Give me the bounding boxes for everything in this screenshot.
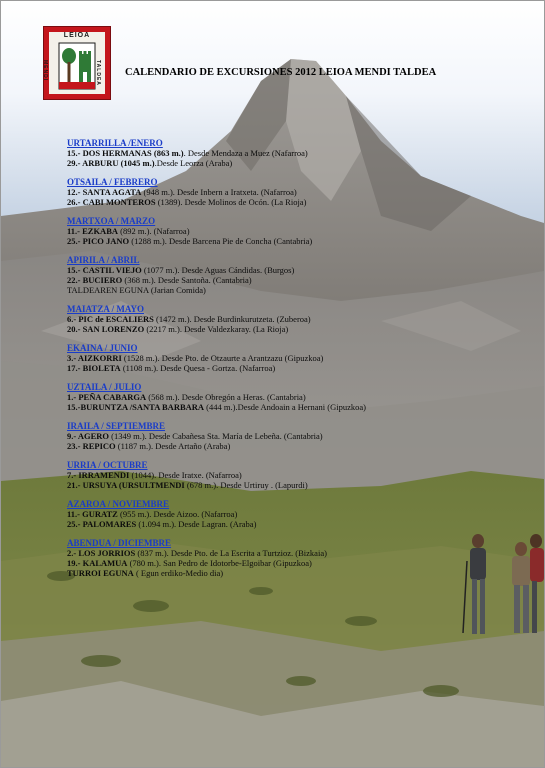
- month-section: [67, 216, 537, 246]
- excursion-peak: TURROI EGUNA: [67, 568, 134, 578]
- excursion-details: (678 m.). Desde Urtiruy . (Lapurdi): [184, 480, 308, 490]
- month-heading: IRAILA / SEPTIEMBRE: [67, 421, 166, 431]
- month-heading: UZTAILA / JULIO: [67, 382, 142, 392]
- excursion-calendar: [67, 138, 537, 587]
- excursion-details: ( Egun erdiko-Medio dia): [133, 568, 224, 578]
- excursion-peak: 15.- DOS HERMANAS (863 m.): [67, 148, 184, 158]
- excursion-peak: 12.- SANTA AGATA: [67, 187, 142, 197]
- month-section: [67, 421, 537, 451]
- logo-left-text: MENDI: [42, 60, 48, 82]
- excursion-entry: [67, 158, 537, 168]
- month-heading: AZAROA / NOVIEMBRE: [67, 499, 170, 509]
- excursion-entry: [67, 558, 537, 568]
- excursion-details: (948 m.). Desde Inbern a Iratxeta. (Nafarroa): [141, 187, 297, 197]
- excursion-details: (1.094 m.). Desde Lagran. (Araba): [136, 519, 257, 529]
- excursion-details: (368 m.). Desde Santoña. (Cantabria): [122, 275, 252, 285]
- excursion-peak: 20.- SAN LORENZO: [67, 324, 145, 334]
- excursion-entry: [67, 265, 537, 275]
- excursion-details: TALDEAREN EGUNA (Jarian Comida): [67, 285, 206, 295]
- excursion-peak: 3.- AIZKORRI: [67, 353, 122, 363]
- excursion-details: (780 m.). San Pedro de Idotorbe-Elgoibar (Gipuzkoa): [127, 558, 312, 568]
- logo-right-text: TALDEA: [95, 60, 101, 86]
- tree-tower-emblem: [49, 32, 105, 94]
- excursion-peak: 15.- CASTIL VIEJO: [67, 265, 142, 275]
- document-title: CALENDARIO DE EXCURSIONES 2012 LEIOA MENDI TALDEA: [125, 67, 437, 78]
- excursion-details: (892 m.). (Nafarroa): [118, 226, 190, 236]
- excursion-peak: 25.- PALOMARES: [67, 519, 137, 529]
- excursion-peak: 1.- PEÑA CABARGA: [67, 392, 147, 402]
- month-heading: URRIA / OCTUBRE: [67, 460, 148, 470]
- excursion-peak: 2.- LOS JORRIOS: [67, 548, 136, 558]
- excursion-details: (1389). Desde Molinos de Ocón. (La Rioja): [155, 197, 307, 207]
- excursion-details: (1077 m.). Desde Aguas Cándidas. (Burgos): [141, 265, 295, 275]
- month-section: [67, 255, 537, 295]
- excursion-peak: 11.- EZKABA: [67, 226, 119, 236]
- excursion-peak: 21.- URSUYA (URSULTMENDI: [67, 480, 185, 490]
- month-heading: MARTXOA / MARZO: [67, 216, 156, 226]
- excursion-peak: 7.- IRRAMENDI: [67, 470, 130, 480]
- excursion-peak: 25.- PICO JANO: [67, 236, 130, 246]
- month-section: [67, 138, 537, 168]
- excursion-peak: 29.- ARBURU (1045 m.): [67, 158, 155, 168]
- excursion-details: (1187 m.). Desde Artaño (Araba): [115, 441, 231, 451]
- excursion-peak: 23.- REPICO: [67, 441, 116, 451]
- excursion-entry: [67, 480, 537, 490]
- month-heading: ABENDUA / DICIEMBRE: [67, 538, 172, 548]
- excursion-entry: [67, 568, 537, 578]
- month-section: [67, 304, 537, 334]
- month-heading: MAIATZA / MAYO: [67, 304, 145, 314]
- excursion-peak: 22.- BUCIERO: [67, 275, 123, 285]
- excursion-details: . Desde Mendaza a Muez (Nafarroa): [183, 148, 308, 158]
- excursion-details: (837 m.). Desde Pto. de La Escrita a Turtzioz. (Bizkaia): [135, 548, 327, 558]
- excursion-entry: [67, 509, 537, 519]
- excursion-entry: [67, 363, 537, 373]
- month-section: [67, 177, 537, 207]
- month-heading: OTSAILA / FEBRERO: [67, 177, 158, 187]
- excursion-entry: [67, 148, 537, 158]
- excursion-details: (2217 m.). Desde Valdezkaray. (La Rioja): [144, 324, 289, 334]
- excursion-entry: [67, 441, 537, 451]
- excursion-details: (1528 m.). Desde Pto. de Otzaurte a Arantzazu (Gipuzkoa): [121, 353, 324, 363]
- excursion-entry: [67, 324, 537, 334]
- excursion-details: .Desde Leorza (Araba): [154, 158, 233, 168]
- excursion-entry: [67, 197, 537, 207]
- logo-top-text: LEIOA: [63, 32, 91, 39]
- excursion-entry: [67, 285, 537, 295]
- excursion-details: (955 m.). Desde Aizoo. (Nafarroa): [117, 509, 238, 519]
- excursion-details: (1349 m.). Desde Cabañesa Sta. María de Lebeña. (Cantabria): [109, 431, 323, 441]
- month-section: [67, 499, 537, 529]
- excursion-entry: [67, 519, 537, 529]
- month-heading: EKAINA / JUNIO: [67, 343, 138, 353]
- excursion-peak: 11.- GURATZ: [67, 509, 118, 519]
- excursion-details: (1108 m.). Desde Quesa - Gortza. (Nafarroa): [120, 363, 276, 373]
- excursion-entry: [67, 392, 537, 402]
- excursion-details: (1472 m.). Desde Burdinkurutzeta. (Zuberoa): [153, 314, 311, 324]
- excursion-peak: 9.- AGERO: [67, 431, 110, 441]
- excursion-entry: [67, 353, 537, 363]
- excursion-details: (1044). Desde Iratxe. (Nafarroa): [129, 470, 242, 480]
- month-section: [67, 538, 537, 578]
- excursion-details: (444 m.).Desde Andoain a Hernani (Gipuzkoa): [204, 402, 366, 412]
- excursion-details: (568 m.). Desde Obregón a Heras. (Cantabria): [146, 392, 306, 402]
- excursion-entry: [67, 548, 537, 558]
- excursion-entry: [67, 275, 537, 285]
- month-section: [67, 460, 537, 490]
- excursion-peak: 17.- BIOLETA: [67, 363, 121, 373]
- excursion-peak: 15.-BURUNTZA /SANTA BARBARA: [67, 402, 205, 412]
- excursion-peak: 19.- KALAMUA: [67, 558, 128, 568]
- club-logo: [43, 26, 111, 100]
- month-section: [67, 382, 537, 412]
- excursion-entry: [67, 236, 537, 246]
- excursion-entry: [67, 402, 537, 412]
- excursion-entry: [67, 470, 537, 480]
- month-section: [67, 343, 537, 373]
- excursion-entry: [67, 187, 537, 197]
- excursion-entry: [67, 314, 537, 324]
- excursion-entry: [67, 431, 537, 441]
- excursion-entry: [67, 226, 537, 236]
- excursion-details: (1288 m.). Desde Barcena Pie de Concha (Cantabria): [129, 236, 313, 246]
- month-heading: URTARRILLA /ENERO: [67, 138, 163, 148]
- excursion-peak: 26.- CABI MONTEROS: [67, 197, 156, 207]
- month-heading: APIRILA / ABRIL: [67, 255, 140, 265]
- excursion-peak: 6.- PIC de ESCALIERS: [67, 314, 154, 324]
